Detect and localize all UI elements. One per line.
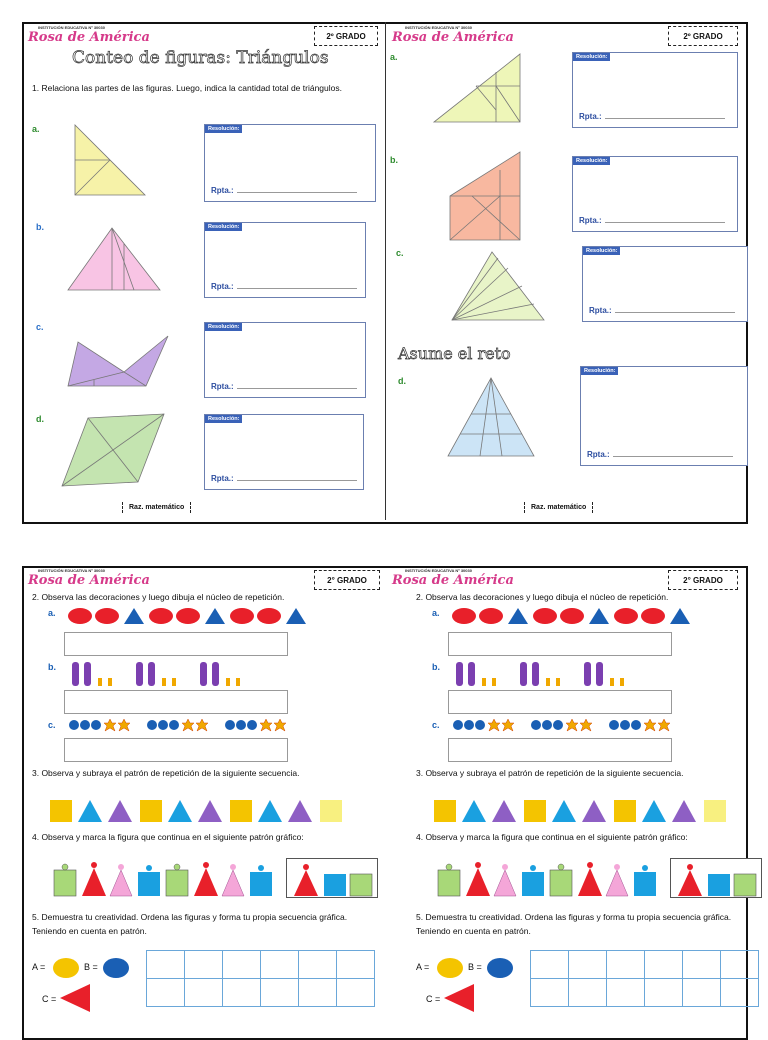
red-knob (475, 862, 481, 868)
option-green-square (350, 874, 372, 896)
blue-dot (91, 720, 101, 730)
item-letter-a: a. (32, 124, 40, 134)
pink-knob (502, 864, 508, 870)
grade-badge: 2° GRADO (314, 570, 380, 590)
blue-dot (609, 720, 619, 730)
pink-triangle (494, 870, 516, 896)
grid-cell[interactable] (337, 979, 375, 1007)
institution-label: INSTITUCIÓN EDUCATIVA Nº 30030 (38, 25, 105, 30)
answer-options (674, 862, 764, 898)
blue-triangle (286, 608, 306, 624)
grid-cell[interactable] (223, 979, 261, 1007)
purple-bar (84, 662, 91, 686)
pattern-sequence-a (452, 606, 752, 626)
institution-label: INSTITUCIÓN EDUCATIVA Nº 30030 (38, 568, 105, 573)
orange-star (182, 719, 194, 731)
pink-knob (118, 864, 124, 870)
yellow-bar (162, 678, 166, 686)
footer-label-2: Raz. matemático (524, 502, 593, 513)
answer-box-c[interactable] (64, 738, 288, 762)
grid-cell[interactable] (337, 951, 375, 979)
yellow-square (614, 800, 636, 822)
red-knob (203, 862, 209, 868)
key-a-label: A = (32, 962, 46, 972)
orange-star (274, 719, 286, 731)
blue-dot (169, 720, 179, 730)
triangle-figure-d (58, 410, 168, 490)
red-oval (257, 608, 281, 624)
shape-key (46, 954, 146, 1014)
red-oval (614, 608, 638, 624)
cyan-triangle (642, 800, 666, 822)
green-square (54, 870, 76, 896)
triangle-figure-b (64, 224, 164, 294)
pattern-sequence-a (68, 606, 368, 626)
resolution-box-right-d[interactable]: Resolución: Rpta.: (580, 366, 748, 466)
grid-cell[interactable] (721, 979, 759, 1007)
pattern-letter-a: a. (432, 608, 440, 618)
triangle-figure-right-c (448, 248, 548, 324)
sequence-grid[interactable] (146, 950, 375, 1007)
orange-star (566, 719, 578, 731)
pattern-sequence-3 (50, 798, 350, 824)
purple-bar (148, 662, 155, 686)
yellow-square (230, 800, 252, 822)
grid-cell[interactable] (147, 951, 185, 979)
pink-knob (614, 864, 620, 870)
grade-badge: 2º GRADO (668, 26, 738, 46)
resolution-box-right-c[interactable]: Resolución: Rpta.: (582, 246, 748, 322)
blue-dot (475, 720, 485, 730)
pink-triangle (110, 870, 132, 896)
school-logo: Rosa de América (392, 30, 514, 45)
violet-triangle (492, 800, 516, 822)
question-2: 2. Observa las decoraciones y luego dibuja el núcleo de repetición. (32, 592, 285, 602)
orange-star (196, 719, 208, 731)
purple-bar (136, 662, 143, 686)
red-knob (91, 862, 97, 868)
grid-cell[interactable] (683, 951, 721, 979)
red-triangle-key (444, 984, 474, 1012)
blue-circle (103, 958, 129, 978)
institution-label: INSTITUCIÓN EDUCATIVA Nº 30030 (405, 568, 472, 573)
cyan-knob (258, 865, 264, 871)
blue-dot (236, 720, 246, 730)
red-triangle (194, 868, 218, 896)
red-oval (452, 608, 476, 624)
grid-cell[interactable] (299, 979, 337, 1007)
cyan-square (138, 872, 160, 896)
grid-cell[interactable] (147, 979, 185, 1007)
triangle-figure-a (70, 120, 150, 200)
blue-dot (158, 720, 168, 730)
pattern-letter-b: b. (432, 662, 440, 672)
green-knob (62, 864, 68, 870)
cyan-triangle (258, 800, 282, 822)
pattern-sequence-c (452, 718, 692, 732)
red-oval (560, 608, 584, 624)
yellow-square (434, 800, 456, 822)
purple-bar (520, 662, 527, 686)
cyan-knob (146, 865, 152, 871)
pattern-sequence-b (72, 660, 302, 688)
violet-triangle (288, 800, 312, 822)
blue-dot (542, 720, 552, 730)
red-oval (533, 608, 557, 624)
yellow-square (140, 800, 162, 822)
purple-bar (212, 662, 219, 686)
grid-cell[interactable] (607, 979, 645, 1007)
purple-bar (72, 662, 79, 686)
yellow-bar (546, 678, 550, 686)
cyan-triangle (78, 800, 102, 822)
grid-cell[interactable] (261, 951, 299, 979)
footer-label-1: Raz. matemático (122, 502, 191, 513)
pattern-letter-c: c. (432, 720, 440, 730)
red-oval (641, 608, 665, 624)
orange-star (104, 719, 116, 731)
red-oval (230, 608, 254, 624)
blue-dot (531, 720, 541, 730)
red-oval (176, 608, 200, 624)
pattern-letter-c: c. (48, 720, 56, 730)
pattern-letter-a: a. (48, 608, 56, 618)
question-4: 4. Observa y marca la figura que continua en el siguiente patrón gráfico: (32, 832, 304, 842)
resolution-box-b[interactable]: Resolución: Rpta.: (204, 222, 366, 298)
cyan-triangle (552, 800, 576, 822)
blue-dot (553, 720, 563, 730)
yellow-bar (492, 678, 496, 686)
pink-triangle (222, 870, 244, 896)
pink-knob (230, 864, 236, 870)
red-triangle (466, 868, 490, 896)
violet-triangle (672, 800, 696, 822)
yellow-square (524, 800, 546, 822)
purple-bar (584, 662, 591, 686)
triangle-figure-c (64, 332, 174, 392)
shape-key (430, 954, 530, 1014)
blue-triangle (589, 608, 609, 624)
option-green-square (734, 874, 756, 896)
green-knob (174, 864, 180, 870)
cyan-knob (642, 865, 648, 871)
violet-triangle (198, 800, 222, 822)
pattern-letter-b: b. (48, 662, 56, 672)
answer-box-c[interactable] (448, 738, 672, 762)
light-yellow-square (704, 800, 726, 822)
grid-cell[interactable] (607, 951, 645, 979)
yellow-square (50, 800, 72, 822)
yellow-bar (172, 678, 176, 686)
question-4: 4. Observa y marca la figura que continua en el siguiente patrón gráfico: (416, 832, 688, 842)
orange-star (658, 719, 670, 731)
triangle-figure-right-b (444, 148, 524, 244)
item-letter-c: c. (36, 322, 44, 332)
school-logo: Rosa de América (28, 30, 150, 45)
light-yellow-square (320, 800, 342, 822)
triangle-figure-right-d (444, 374, 538, 460)
purple-bar (200, 662, 207, 686)
red-triangle (82, 868, 106, 896)
grid-cell[interactable] (645, 979, 683, 1007)
red-knob (587, 862, 593, 868)
resolution-box-right-a[interactable]: Resolución: Rpta.: (572, 52, 738, 128)
cyan-triangle (168, 800, 192, 822)
blue-dot (620, 720, 630, 730)
grid-cell[interactable] (531, 979, 569, 1007)
question-5: 5. Demuestra tu creatividad. Ordena las figuras y forma tu propia secuencia gráfica. Teniendo en cuenta en patrón. (416, 912, 732, 936)
question-3: 3. Observa y subraya el patrón de repetición de la siguiente secuencia. (32, 768, 300, 778)
grid-cell[interactable] (683, 979, 721, 1007)
yellow-circle (53, 958, 79, 978)
green-knob (558, 864, 564, 870)
grade-badge: 2º GRADO (314, 26, 378, 46)
blue-dot (247, 720, 257, 730)
violet-triangle (582, 800, 606, 822)
yellow-bar (556, 678, 560, 686)
resolution-box-c[interactable]: Resolución: Rpta.: (204, 322, 366, 398)
cyan-square (250, 872, 272, 896)
question-2: 2. Observa las decoraciones y luego dibuja el núcleo de repetición. (416, 592, 669, 602)
item-letter-d: d. (398, 376, 406, 386)
red-oval (95, 608, 119, 624)
key-c-label: C = (426, 994, 441, 1004)
blue-dot (453, 720, 463, 730)
option-red-knob (687, 864, 693, 870)
purple-bar (532, 662, 539, 686)
institution-label: INSTITUCIÓN EDUCATIVA Nº 30030 (405, 25, 472, 30)
answer-box-b[interactable] (64, 690, 288, 714)
school-logo: Rosa de América (392, 573, 514, 588)
orange-star (580, 719, 592, 731)
school-logo: Rosa de América (28, 573, 150, 588)
item-letter-d: d. (36, 414, 44, 424)
pattern-sequence-c (68, 718, 308, 732)
item-letter-a: a. (390, 52, 398, 62)
green-square (550, 870, 572, 896)
blue-triangle (508, 608, 528, 624)
yellow-circle (437, 958, 463, 978)
question-3: 3. Observa y subraya el patrón de repetición de la siguiente secuencia. (416, 768, 684, 778)
cyan-square (634, 872, 656, 896)
resolution-box-a[interactable]: Resolución: Rpta.: (204, 124, 376, 202)
green-knob (446, 864, 452, 870)
blue-triangle (124, 608, 144, 624)
cyan-knob (530, 865, 536, 871)
blue-circle (487, 958, 513, 978)
orange-star (260, 719, 272, 731)
cyan-triangle (462, 800, 486, 822)
sequence-grid[interactable] (530, 950, 759, 1007)
pink-triangle (606, 870, 628, 896)
pattern-sequence-b (456, 660, 686, 688)
blue-dot (464, 720, 474, 730)
yellow-bar (108, 678, 112, 686)
blue-dot (147, 720, 157, 730)
resolution-box-right-b[interactable]: Resolución: Rpta.: (572, 156, 738, 232)
grid-cell[interactable] (531, 951, 569, 979)
grid-cell[interactable] (721, 951, 759, 979)
question-5: 5. Demuestra tu creatividad. Ordena las figuras y forma tu propia secuencia gráfica. Teniendo en cuenta en patrón. (32, 912, 348, 936)
blue-dot (80, 720, 90, 730)
yellow-bar (620, 678, 624, 686)
blue-dot (225, 720, 235, 730)
grid-cell[interactable] (185, 979, 223, 1007)
option-cyan-square (708, 874, 730, 896)
red-oval (68, 608, 92, 624)
grid-cell[interactable] (645, 951, 683, 979)
orange-star (488, 719, 500, 731)
instruction-1: 1. Relaciona las partes de las figuras. Luego, indica la cantidad total de triángulos. (32, 83, 342, 93)
yellow-bar (236, 678, 240, 686)
orange-star (118, 719, 130, 731)
option-red-knob (303, 864, 309, 870)
answer-box-b[interactable] (448, 690, 672, 714)
green-square (438, 870, 460, 896)
resolution-box-d[interactable]: Resolución: Rpta.: (204, 414, 364, 490)
purple-bar (468, 662, 475, 686)
grid-cell[interactable] (261, 979, 299, 1007)
yellow-bar (98, 678, 102, 686)
key-b-label: B = (468, 962, 482, 972)
orange-star (502, 719, 514, 731)
blue-triangle (670, 608, 690, 624)
option-cyan-square (324, 874, 346, 896)
answer-box-a[interactable] (64, 632, 288, 656)
challenge-title: Asume el reto (398, 344, 511, 363)
key-b-label: B = (84, 962, 98, 972)
grid-cell[interactable] (223, 951, 261, 979)
grid-cell[interactable] (185, 951, 223, 979)
blue-dot (69, 720, 79, 730)
red-triangle-key (60, 984, 90, 1012)
item-letter-c: c. (396, 248, 404, 258)
blue-dot (631, 720, 641, 730)
violet-triangle (108, 800, 132, 822)
blue-triangle (205, 608, 225, 624)
item-letter-b: b. (36, 222, 44, 232)
option-red-triangle (294, 870, 318, 896)
pattern-sequence-3 (434, 798, 734, 824)
grid-cell[interactable] (569, 951, 607, 979)
purple-bar (456, 662, 463, 686)
answer-options (290, 862, 380, 898)
item-letter-b: b. (390, 155, 398, 165)
purple-bar (596, 662, 603, 686)
red-triangle (578, 868, 602, 896)
yellow-bar (226, 678, 230, 686)
option-red-triangle (678, 870, 702, 896)
page-title: Conteo de figuras: Triángulos (72, 48, 329, 68)
grid-cell[interactable] (569, 979, 607, 1007)
green-square (166, 870, 188, 896)
answer-box-a[interactable] (448, 632, 672, 656)
grade-badge: 2° GRADO (668, 570, 738, 590)
yellow-bar (610, 678, 614, 686)
triangle-figure-right-a (430, 50, 525, 126)
yellow-bar (482, 678, 486, 686)
cyan-square (522, 872, 544, 896)
grid-cell[interactable] (299, 951, 337, 979)
key-c-label: C = (42, 994, 57, 1004)
key-a-label: A = (416, 962, 430, 972)
red-oval (149, 608, 173, 624)
red-oval (479, 608, 503, 624)
orange-star (644, 719, 656, 731)
